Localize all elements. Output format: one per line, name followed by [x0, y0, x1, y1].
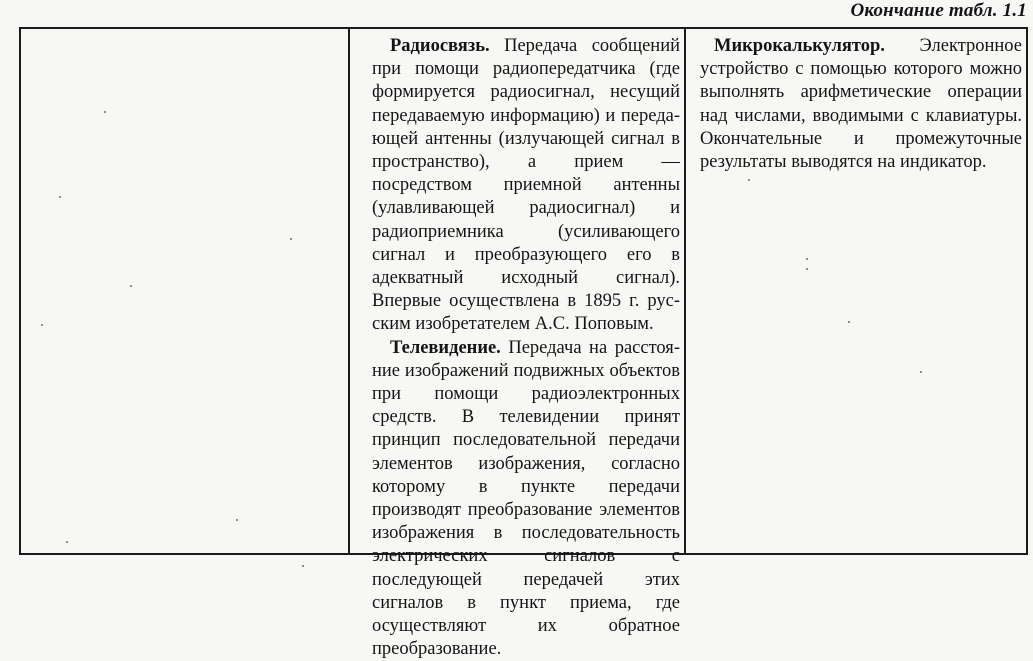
scan-speck: [66, 541, 68, 543]
definitions-table: [19, 27, 1028, 660]
term-mikrokalkulyator: Микрокалькулятор.: [714, 36, 885, 56]
definition-televidenie: Передача на расстояние изображений подвижных объектов при помощи радиоэлектронных средств. В телевидении принят принцип последовательной передачи элементов изображения, согласно которому в пункте передачи производят преобразование элементов изображения в последовательность электрических сигналов с последующей передачей этих сигналов в пункт приема, где осуществляют их обратное преобразование.: [372, 337, 680, 660]
scan-speck: [848, 321, 850, 323]
definition-mikrokalkulyator: Электронное устройство с помощью которого можно выполнять арифметические операции над числами, вводимыми с клавиатуры. Окончательные и промежуточные результаты выводятся на индикатор.: [700, 36, 1022, 173]
paragraph-televidenie: [358, 337, 680, 661]
scan-speck: [806, 258, 808, 260]
term-televidenie: Телевидение.: [390, 337, 501, 358]
definition-radiosvyaz: Передача сообщений при помощи радиопередатчика (где формируется радиосигнал, несущий передаваемую информацию) и передающей антенны (излучающей сигнал в пространство), а прием — посредством приемной антенны (улавливающей радиосигнал) и радиоприемника (усиливающего сигнал и преобразующего его в адекватный исходный сигнал). Впервые осуществлена в 1895 г. русским изобретателем А.С. Поповым.: [372, 36, 680, 335]
scan-speck: [748, 179, 750, 181]
scan-speck: [920, 371, 922, 373]
scan-speck: [302, 565, 304, 567]
table-caption: Окончание табл. 1.1: [850, 0, 1027, 21]
term-radiosvyaz: Радиосвязь.: [390, 36, 490, 56]
scan-speck: [41, 324, 43, 326]
scan-speck: [236, 519, 238, 521]
scan-speck: [104, 111, 106, 113]
scan-speck: [290, 238, 292, 240]
table-column-radio-tv: [350, 29, 686, 660]
cell-text: [350, 29, 684, 661]
table-column-empty: [21, 29, 350, 553]
scan-speck: [806, 268, 808, 270]
paragraph-mikrokalkulyator: [700, 35, 1022, 174]
scan-speck: [130, 285, 132, 287]
paragraph-radiosvyaz: [358, 35, 680, 337]
cell-text: [686, 29, 1026, 174]
table-column-calculator: [686, 29, 1026, 553]
scan-speck: [59, 196, 61, 198]
